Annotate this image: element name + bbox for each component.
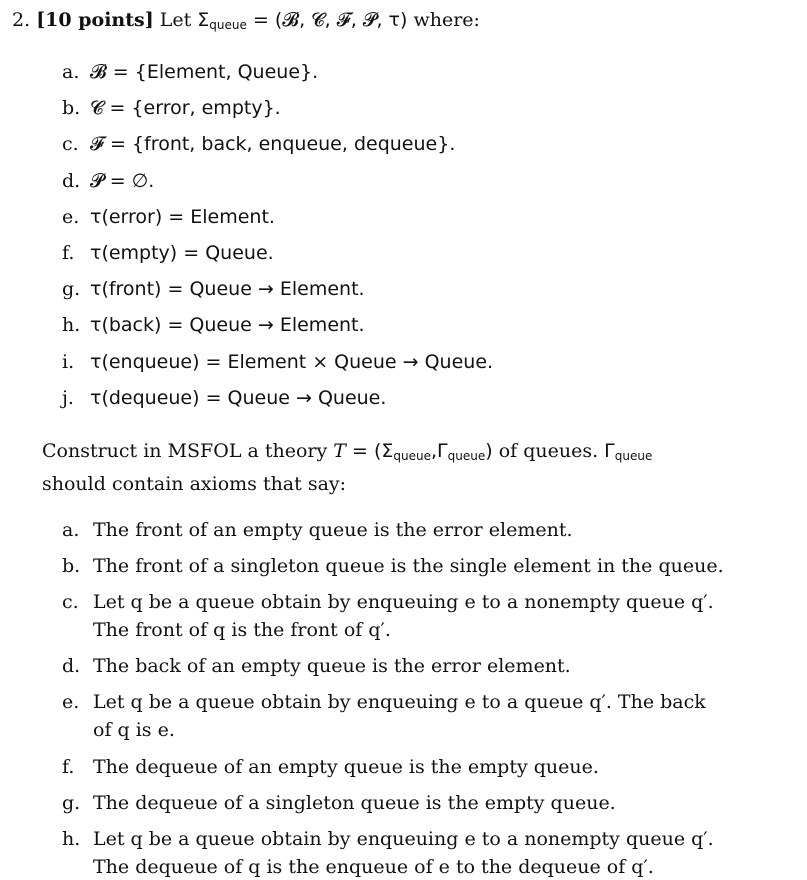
- construct-of-queues: of queues.: [498, 440, 599, 462]
- intro-where: where:: [413, 9, 480, 31]
- axiom-label: c.: [62, 591, 79, 613]
- sigma-subscript: queue: [209, 18, 247, 32]
- sigma-symbol: Σ: [381, 440, 394, 462]
- problem-number: 2.: [12, 9, 31, 31]
- axiom-label: h.: [62, 828, 81, 850]
- item-text: 𝓟 = ∅.: [90, 170, 155, 192]
- item-label: d.: [62, 170, 81, 192]
- comma: ,: [430, 440, 438, 462]
- signature-tuple: = (𝓑, 𝓒, 𝓕, 𝓟, τ): [252, 9, 408, 31]
- axiom-text: The back of an empty queue is the error element.: [93, 655, 571, 677]
- item-text: τ(front) = Queue → Element.: [90, 278, 365, 300]
- axiom-text-line2: of q is e.: [93, 719, 175, 741]
- axiom-text-line1: Let q be a queue obtain by enqueuing e to a nonempty queue q′.: [93, 828, 714, 850]
- axiom-label: f.: [62, 756, 75, 778]
- sigma-subscript: queue: [393, 449, 431, 463]
- axiom-label: b.: [62, 555, 81, 577]
- item-text: τ(dequeue) = Queue → Queue.: [90, 387, 387, 409]
- item-label: h.: [62, 314, 81, 336]
- construct-text: Construct in MSFOL a theory: [42, 440, 328, 462]
- equals-open: = (: [352, 440, 382, 462]
- axiom-text-line2: The dequeue of q is the enqueue of e to the dequeue of q′.: [93, 856, 654, 878]
- construct-paragraph: [42, 437, 762, 498]
- axiom-label: a.: [62, 519, 80, 541]
- item-text: 𝓒 = {error, empty}.: [90, 97, 281, 119]
- axiom-label: g.: [62, 792, 81, 814]
- gamma-symbol: Γ: [437, 440, 448, 462]
- item-text: τ(back) = Queue → Element.: [90, 314, 365, 336]
- item-label: i.: [62, 351, 75, 373]
- axiom-text: The front of an empty queue is the error element.: [93, 519, 573, 541]
- item-label: j.: [62, 387, 74, 409]
- item-label: b.: [62, 97, 81, 119]
- axiom-label: e.: [62, 691, 80, 713]
- item-label: c.: [62, 133, 79, 155]
- gamma-subscript: queue: [447, 449, 486, 463]
- axiom-text-line1: Let q be a queue obtain by enqueuing e to a queue q′. The back: [93, 691, 706, 713]
- axiom-text-line2: The front of q is the front of q′.: [93, 619, 391, 641]
- theory-symbol: T: [333, 440, 346, 462]
- axiom-text: The front of a singleton queue is the single element in the queue.: [93, 555, 724, 577]
- problem-points: [10 points]: [36, 9, 154, 31]
- item-text: τ(empty) = Queue.: [90, 242, 274, 264]
- axiom-text: The dequeue of a singleton queue is the empty queue.: [93, 792, 616, 814]
- gamma-subscript-2: queue: [614, 449, 653, 463]
- item-text: 𝓑 = {Element, Queue}.: [90, 61, 319, 83]
- item-label: g.: [62, 278, 81, 300]
- problem-header: [12, 8, 480, 37]
- construct-line2: should contain axioms that say:: [42, 473, 347, 495]
- axiom-label: d.: [62, 655, 81, 677]
- gamma-symbol-2: Γ: [604, 440, 615, 462]
- item-label: a.: [62, 61, 80, 83]
- axiom-text: The dequeue of an empty queue is the empty queue.: [93, 756, 599, 778]
- item-text: 𝓕 = {front, back, enqueue, dequeue}.: [90, 133, 456, 155]
- axiom-text-line1: Let q be a queue obtain by enqueuing e to a nonempty queue q′.: [93, 591, 714, 613]
- item-label: f.: [62, 242, 75, 264]
- intro-let: Let: [159, 9, 192, 31]
- sigma-symbol: Σ: [197, 9, 210, 31]
- item-text: τ(enqueue) = Element × Queue → Queue.: [90, 351, 494, 373]
- item-text: τ(error) = Element.: [90, 206, 275, 228]
- item-label: e.: [62, 206, 80, 228]
- paren-close: ): [485, 440, 493, 462]
